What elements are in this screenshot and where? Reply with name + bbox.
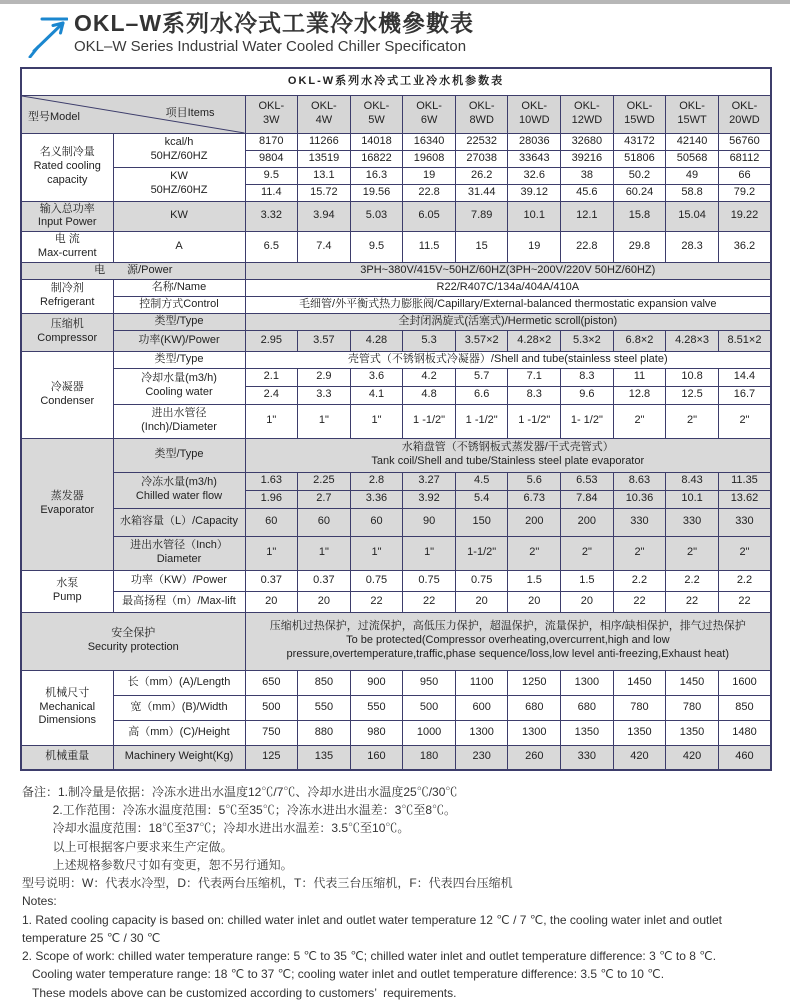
- note-line: 2. Scope of work: chilled water temperature range: 5 ℃ to 35 ℃; chilled water inlet and outlet temperature difference: 3 ℃ to 8 ℃.: [22, 949, 717, 964]
- item-label: 控制方式Control: [113, 296, 245, 313]
- value-cell: 2.8: [350, 472, 403, 490]
- value-cell: 2.4: [245, 386, 298, 404]
- value-cell: 22: [350, 591, 403, 612]
- section-label-security: 安全保护 Security protection: [21, 612, 245, 670]
- value-cell: 4.28×2: [508, 330, 561, 351]
- value-cell: 135: [298, 745, 351, 770]
- value-cell: 6.6: [455, 386, 508, 404]
- value-cell: 39216: [561, 150, 614, 167]
- value-cell: 500: [245, 695, 298, 720]
- value-cell: 5.03: [350, 201, 403, 232]
- logo-arrow-icon: [28, 14, 68, 58]
- value-cell: 10.8: [666, 368, 719, 386]
- value-cell: 1-1/2": [455, 536, 508, 570]
- table-row: [21, 508, 771, 536]
- note-line: 2.工作范围：冷冻水温度范围：5℃至35℃；冷冻水进出水温差：3℃至8℃。: [22, 803, 457, 818]
- value-cell: 330: [718, 508, 771, 536]
- value-cell: 13.62: [718, 490, 771, 508]
- table-row: [21, 570, 771, 591]
- merged-value: 壳管式（不锈钢板式冷凝器）/Shell and tube(stainless steel plate): [245, 351, 771, 368]
- value-cell: 1": [350, 404, 403, 438]
- value-cell: 8.51×2: [718, 330, 771, 351]
- value-cell: 2.7: [298, 490, 351, 508]
- value-cell: 850: [298, 670, 351, 695]
- value-cell: 1": [298, 536, 351, 570]
- value-cell: 9.6: [561, 386, 614, 404]
- item-label: 冷冻水量(m3/h) Chilled water flow: [113, 472, 245, 508]
- value-cell: 43172: [613, 133, 666, 150]
- item-label: 名称/Name: [113, 279, 245, 296]
- value-cell: 125: [245, 745, 298, 770]
- value-cell: 31.44: [455, 184, 508, 201]
- item-label: 功率（KW）/Power: [113, 570, 245, 591]
- corner-items-label: 项目Items: [165, 106, 215, 119]
- value-cell: 3.36: [350, 490, 403, 508]
- item-label: 冷却水量(m3/h) Cooling water: [113, 368, 245, 404]
- value-cell: 16.7: [718, 386, 771, 404]
- item-label: 长（mm）(A)/Length: [113, 670, 245, 695]
- value-cell: 8.3: [561, 368, 614, 386]
- value-cell: 200: [508, 508, 561, 536]
- value-cell: 780: [613, 695, 666, 720]
- value-cell: 3.94: [298, 201, 351, 232]
- value-cell: 12.1: [561, 201, 614, 232]
- value-cell: 2": [561, 536, 614, 570]
- note-line: 型号说明：W：代表水冷型，D：代表两台压缩机，T：代表三台压缩机，F：代表四台压缩机: [22, 876, 513, 891]
- item-label: KW: [113, 201, 245, 232]
- value-cell: 6.8×2: [613, 330, 666, 351]
- section-label-input-power: 输入总功率 Input Power: [21, 201, 113, 232]
- value-cell: 2.2: [666, 570, 719, 591]
- value-cell: 650: [245, 670, 298, 695]
- table-row: [21, 351, 771, 368]
- model-header-6w: OKL- 6W: [403, 95, 456, 133]
- value-cell: 330: [613, 508, 666, 536]
- value-cell: 56760: [718, 133, 771, 150]
- value-cell: 16.3: [350, 167, 403, 184]
- value-cell: 22: [718, 591, 771, 612]
- item-label: 功率(KW)/Power: [113, 330, 245, 351]
- value-cell: 160: [350, 745, 403, 770]
- value-cell: 9804: [245, 150, 298, 167]
- value-cell: 1.63: [245, 472, 298, 490]
- note-line: 冷却水温度范围：18℃至37℃；冷却水进出水温差：3.5℃至10℃。: [22, 821, 410, 836]
- table-row: [21, 330, 771, 351]
- table-row: [21, 279, 771, 296]
- value-cell: 10.36: [613, 490, 666, 508]
- value-cell: 1.96: [245, 490, 298, 508]
- value-cell: 420: [613, 745, 666, 770]
- value-cell: 2": [666, 404, 719, 438]
- note-line: 以上可根据客户要求来生产定做。: [22, 839, 233, 854]
- table-row: [21, 313, 771, 330]
- value-cell: 7.84: [561, 490, 614, 508]
- value-cell: 1": [245, 536, 298, 570]
- value-cell: 15.8: [613, 201, 666, 232]
- page-subtitle: OKL–W Series Industrial Water Cooled Chiller Specificaton: [74, 38, 467, 56]
- value-cell: 19: [403, 167, 456, 184]
- value-cell: 7.4: [298, 232, 351, 263]
- value-cell: 4.2: [403, 368, 456, 386]
- model-header-5w: OKL- 5W: [350, 95, 403, 133]
- table-row: [21, 296, 771, 313]
- value-cell: 3.3: [298, 386, 351, 404]
- item-label: Machinery Weight(Kg): [113, 745, 245, 770]
- merged-value: 3PH~380V/415V~50HZ/60HZ(3PH~200V/220V 50HZ/60HZ): [245, 262, 771, 279]
- value-cell: 20: [455, 591, 508, 612]
- model-header-15wt: OKL- 15WT: [666, 95, 719, 133]
- value-cell: 42140: [666, 133, 719, 150]
- model-header-20wd: OKL- 20WD: [718, 95, 771, 133]
- item-label: 最高扬程（m）/Max-lift: [113, 591, 245, 612]
- value-cell: 9.5: [350, 232, 403, 263]
- section-label-weight: 机械重量: [21, 745, 113, 770]
- value-cell: 550: [350, 695, 403, 720]
- value-cell: 1300: [561, 670, 614, 695]
- value-cell: 8.63: [613, 472, 666, 490]
- note-line: temperature 25 ℃ / 30 ℃: [22, 930, 161, 945]
- corner-header-cell: [21, 95, 245, 133]
- value-cell: 1- 1/2": [561, 404, 614, 438]
- note-line: These models above can be customized according to customers’ requirements.: [22, 985, 457, 1000]
- value-cell: 1": [350, 536, 403, 570]
- value-cell: 4.5: [455, 472, 508, 490]
- value-cell: 22.8: [403, 184, 456, 201]
- section-label-compressor: 压缩机 Compressor: [21, 313, 113, 351]
- value-cell: 900: [350, 670, 403, 695]
- value-cell: 330: [666, 508, 719, 536]
- section-label-refrigerant: 制冷剂 Refrigerant: [21, 279, 113, 313]
- table-row: [21, 262, 771, 279]
- value-cell: 1 -1/2": [508, 404, 561, 438]
- value-cell: 1300: [455, 720, 508, 745]
- value-cell: 1350: [666, 720, 719, 745]
- section-label-condenser: 冷凝器 Condenser: [21, 351, 113, 438]
- value-cell: 2": [508, 536, 561, 570]
- value-cell: 22: [403, 591, 456, 612]
- value-cell: 1480: [718, 720, 771, 745]
- value-cell: 13519: [298, 150, 351, 167]
- note-line: 备注：1.制冷量是依据：冷冻水进出水温度12℃/7℃、冷却水进出水温度25℃/30℃: [22, 785, 458, 799]
- value-cell: 12.8: [613, 386, 666, 404]
- item-label: 类型/Type: [113, 313, 245, 330]
- section-label-pump: 水泵 Pump: [21, 570, 113, 612]
- value-cell: 20: [245, 591, 298, 612]
- item-label: 进出水管径 (Inch)/Diameter: [113, 404, 245, 438]
- value-cell: 19608: [403, 150, 456, 167]
- table-row: [21, 201, 771, 232]
- value-cell: 1450: [613, 670, 666, 695]
- value-cell: 50568: [666, 150, 719, 167]
- value-cell: 14.4: [718, 368, 771, 386]
- merged-value: 毛细管/外平衡式热力膨胀阀/Capillary/External-balanced thermostatic expansion valve: [245, 296, 771, 313]
- note-line: Notes:: [22, 894, 57, 909]
- value-cell: 51806: [613, 150, 666, 167]
- value-cell: 79.2: [718, 184, 771, 201]
- value-cell: 1600: [718, 670, 771, 695]
- value-cell: 4.8: [403, 386, 456, 404]
- value-cell: 15.04: [666, 201, 719, 232]
- model-header-4w: OKL- 4W: [298, 95, 351, 133]
- value-cell: 14018: [350, 133, 403, 150]
- item-label: 类型/Type: [113, 438, 245, 472]
- model-header-3w: OKL- 3W: [245, 95, 298, 133]
- value-cell: 550: [298, 695, 351, 720]
- value-cell: 19: [508, 232, 561, 263]
- value-cell: 10.1: [666, 490, 719, 508]
- section-label-max-current: 电 流 Max-current: [21, 232, 113, 263]
- value-cell: 26.2: [455, 167, 508, 184]
- value-cell: 1": [298, 404, 351, 438]
- value-cell: 600: [455, 695, 508, 720]
- value-cell: 2": [613, 536, 666, 570]
- value-cell: 50.2: [613, 167, 666, 184]
- section-label-rated-cooling: 名义制冷量 Rated cooling capacity: [21, 133, 113, 201]
- value-cell: 6.5: [245, 232, 298, 263]
- table-row: [21, 670, 771, 695]
- value-cell: 3.6: [350, 368, 403, 386]
- value-cell: 9.5: [245, 167, 298, 184]
- value-cell: 420: [666, 745, 719, 770]
- value-cell: 1450: [666, 670, 719, 695]
- value-cell: 750: [245, 720, 298, 745]
- value-cell: 230: [455, 745, 508, 770]
- section-label-dimensions: 机械尺寸 Mechanical Dimensions: [21, 670, 113, 745]
- value-cell: 19.22: [718, 201, 771, 232]
- item-label: 进出水管径（Inch） Diameter: [113, 536, 245, 570]
- value-cell: 2.9: [298, 368, 351, 386]
- value-cell: 28036: [508, 133, 561, 150]
- value-cell: 60: [298, 508, 351, 536]
- value-cell: 0.75: [403, 570, 456, 591]
- value-cell: 7.89: [455, 201, 508, 232]
- value-cell: 11.4: [245, 184, 298, 201]
- value-cell: 22.8: [561, 232, 614, 263]
- value-cell: 180: [403, 745, 456, 770]
- merged-value: R22/R407C/134a/404A/410A: [245, 279, 771, 296]
- model-header-10wd: OKL- 10WD: [508, 95, 561, 133]
- table-row: [21, 472, 771, 490]
- model-header-8wd: OKL- 8WD: [455, 95, 508, 133]
- table-row: [21, 438, 771, 472]
- table-row: [21, 232, 771, 263]
- table-row: [21, 536, 771, 570]
- value-cell: 90: [403, 508, 456, 536]
- value-cell: 22: [666, 591, 719, 612]
- value-cell: 1300: [508, 720, 561, 745]
- value-cell: 0.37: [298, 570, 351, 591]
- note-line: 1. Rated cooling capacity is based on: chilled water inlet and outlet water temperature 12 ℃ / 7 ℃, the cooling water inlet and outlet: [22, 912, 723, 927]
- table-row: [21, 695, 771, 720]
- note-line: Cooling water temperature range: 18 ℃ to 37 ℃; cooling water inlet and outlet temperature difference: 3.5 ℃ to 10 ℃.: [22, 967, 665, 982]
- value-cell: 260: [508, 745, 561, 770]
- value-cell: 4.1: [350, 386, 403, 404]
- value-cell: 28.3: [666, 232, 719, 263]
- table-row: [21, 368, 771, 386]
- value-cell: 5.4: [455, 490, 508, 508]
- section-label-power-supply: 电 源/Power: [21, 262, 245, 279]
- value-cell: 45.6: [561, 184, 614, 201]
- spec-table: [20, 67, 772, 771]
- value-cell: 2.2: [718, 570, 771, 591]
- value-cell: 1250: [508, 670, 561, 695]
- value-cell: 66: [718, 167, 771, 184]
- page-header: [0, 4, 790, 58]
- model-header-row: [21, 95, 771, 133]
- value-cell: 7.1: [508, 368, 561, 386]
- model-header-15wd: OKL- 15WD: [613, 95, 666, 133]
- table-banner-title: OKL-W系列水冷式工业冷水机参数表: [21, 68, 771, 95]
- corner-model-label: 型号Model: [28, 110, 80, 123]
- value-cell: 330: [561, 745, 614, 770]
- value-cell: 32680: [561, 133, 614, 150]
- value-cell: 1 -1/2": [455, 404, 508, 438]
- value-cell: 11.35: [718, 472, 771, 490]
- value-cell: 150: [455, 508, 508, 536]
- value-cell: 0.75: [350, 570, 403, 591]
- value-cell: 15.72: [298, 184, 351, 201]
- value-cell: 1350: [561, 720, 614, 745]
- value-cell: 8170: [245, 133, 298, 150]
- value-cell: 1.5: [561, 570, 614, 591]
- value-cell: 780: [666, 695, 719, 720]
- value-cell: 680: [508, 695, 561, 720]
- value-cell: 1": [245, 404, 298, 438]
- value-cell: 8.43: [666, 472, 719, 490]
- value-cell: 29.8: [613, 232, 666, 263]
- value-cell: 950: [403, 670, 456, 695]
- value-cell: 2": [718, 536, 771, 570]
- value-cell: 2.95: [245, 330, 298, 351]
- value-cell: 22532: [455, 133, 508, 150]
- value-cell: 13.1: [298, 167, 351, 184]
- value-cell: 3.32: [245, 201, 298, 232]
- value-cell: 10.1: [508, 201, 561, 232]
- value-cell: 20: [508, 591, 561, 612]
- value-cell: 5.3: [403, 330, 456, 351]
- table-row: [21, 745, 771, 770]
- value-cell: 12.5: [666, 386, 719, 404]
- model-header-12wd: OKL- 12WD: [561, 95, 614, 133]
- value-cell: 980: [350, 720, 403, 745]
- table-banner-row: [21, 68, 771, 95]
- value-cell: 460: [718, 745, 771, 770]
- value-cell: 5.7: [455, 368, 508, 386]
- notes-block: [22, 783, 790, 1002]
- value-cell: 880: [298, 720, 351, 745]
- item-label: A: [113, 232, 245, 263]
- table-row: [21, 720, 771, 745]
- item-label: kcal/h 50HZ/60HZ: [113, 133, 245, 167]
- table-row: [21, 167, 771, 184]
- value-cell: 2": [613, 404, 666, 438]
- value-cell: 4.28×3: [666, 330, 719, 351]
- value-cell: 60: [245, 508, 298, 536]
- value-cell: 36.2: [718, 232, 771, 263]
- value-cell: 6.53: [561, 472, 614, 490]
- value-cell: 19.56: [350, 184, 403, 201]
- value-cell: 49: [666, 167, 719, 184]
- value-cell: 1000: [403, 720, 456, 745]
- value-cell: 2": [666, 536, 719, 570]
- value-cell: 680: [561, 695, 614, 720]
- value-cell: 11266: [298, 133, 351, 150]
- value-cell: 1100: [455, 670, 508, 695]
- section-label-evaporator: 蒸发器 Evaporator: [21, 438, 113, 570]
- table-row: [21, 591, 771, 612]
- value-cell: 1.5: [508, 570, 561, 591]
- value-cell: 1 -1/2": [403, 404, 456, 438]
- merged-value: 全封闭涡旋式(活塞式)/Hermetic scroll(piston): [245, 313, 771, 330]
- value-cell: 15: [455, 232, 508, 263]
- table-row: [21, 612, 771, 670]
- value-cell: 60.24: [613, 184, 666, 201]
- value-cell: 6.73: [508, 490, 561, 508]
- value-cell: 16340: [403, 133, 456, 150]
- value-cell: 16822: [350, 150, 403, 167]
- value-cell: 2": [718, 404, 771, 438]
- item-label: 水箱容量（L）/Capacity: [113, 508, 245, 536]
- value-cell: 38: [561, 167, 614, 184]
- value-cell: 4.28: [350, 330, 403, 351]
- item-label: 类型/Type: [113, 351, 245, 368]
- item-label: 宽（mm）(B)/Width: [113, 695, 245, 720]
- value-cell: 27038: [455, 150, 508, 167]
- value-cell: 8.3: [508, 386, 561, 404]
- item-label: 高（mm）(C)/Height: [113, 720, 245, 745]
- value-cell: 6.05: [403, 201, 456, 232]
- value-cell: 11: [613, 368, 666, 386]
- value-cell: 11.5: [403, 232, 456, 263]
- table-row: [21, 404, 771, 438]
- value-cell: 2.25: [298, 472, 351, 490]
- value-cell: 5.6: [508, 472, 561, 490]
- value-cell: 32.6: [508, 167, 561, 184]
- value-cell: 22: [613, 591, 666, 612]
- table-row: [21, 133, 771, 150]
- value-cell: 3.57×2: [455, 330, 508, 351]
- note-line: 上述规格参数尺寸如有变更，恕不另行通知。: [22, 857, 293, 872]
- value-cell: 2.1: [245, 368, 298, 386]
- value-cell: 200: [561, 508, 614, 536]
- merged-value: 水箱盘管（不锈钢板式蒸发器/干式壳管式） Tank coil/Shell and tube/Stainless steel plate evaporator: [245, 438, 771, 472]
- value-cell: 58.8: [666, 184, 719, 201]
- value-cell: 0.75: [455, 570, 508, 591]
- value-cell: 1350: [613, 720, 666, 745]
- value-cell: 39.12: [508, 184, 561, 201]
- value-cell: 3.57: [298, 330, 351, 351]
- value-cell: 500: [403, 695, 456, 720]
- value-cell: 60: [350, 508, 403, 536]
- value-cell: 33643: [508, 150, 561, 167]
- value-cell: 20: [298, 591, 351, 612]
- page-title: OKL–W系列水冷式工業冷水機參數表: [74, 10, 475, 36]
- value-cell: 20: [561, 591, 614, 612]
- item-label: KW 50HZ/60HZ: [113, 167, 245, 201]
- value-cell: 0.37: [245, 570, 298, 591]
- value-cell: 2.2: [613, 570, 666, 591]
- merged-value: 压缩机过热保护，过流保护，高低压力保护，超温保护，流量保护，相序/缺相保护，排气过热保护 To be protected(Compressor overheating,overcurrent,high and low pressure,overtemperature,traffic,phase sequence/loss,low level anti-freezing,Exhaust heat): [245, 612, 771, 670]
- value-cell: 1": [403, 536, 456, 570]
- value-cell: 5.3×2: [561, 330, 614, 351]
- value-cell: 3.92: [403, 490, 456, 508]
- value-cell: 3.27: [403, 472, 456, 490]
- value-cell: 68112: [718, 150, 771, 167]
- value-cell: 850: [718, 695, 771, 720]
